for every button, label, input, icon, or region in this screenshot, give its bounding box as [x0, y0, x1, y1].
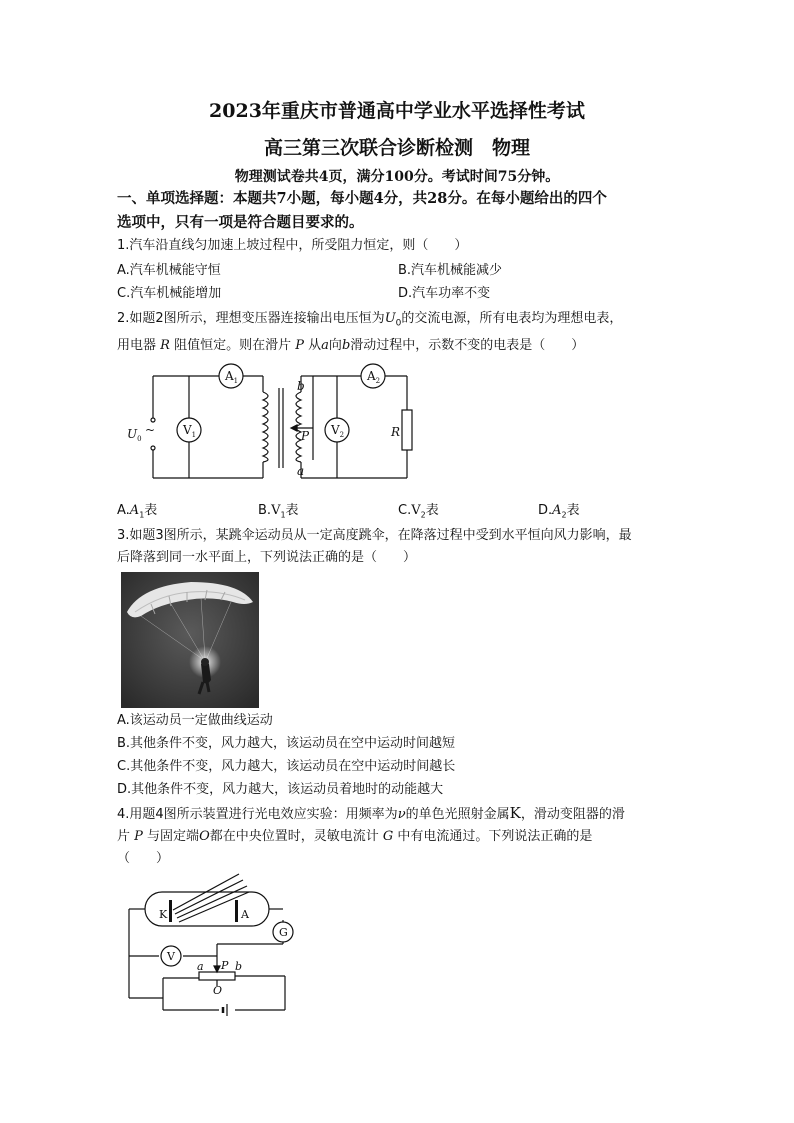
q4-fig-k-label: K: [159, 908, 168, 921]
q4-fig-a-label: A: [241, 908, 249, 921]
q1-option-c: C.汽车机械能增加: [117, 286, 222, 301]
q1-option-b: B.汽车机械能减少: [398, 263, 503, 278]
q2-transformer-circuit: [115, 360, 435, 490]
section-heading-line2: 选项中，只有一项是符合题目要求的。: [117, 214, 364, 231]
q4-cathode-k: [169, 900, 172, 922]
q4-fig-a-end-label: a: [197, 960, 204, 973]
q2-fig-a1-label: $A_1$: [225, 369, 239, 385]
q2-fig-v1-label: $V_1$: [183, 423, 197, 439]
q2-option-c: $C.V_2$表: [398, 503, 439, 520]
q2-fig-b-label: b: [297, 379, 305, 393]
q3-stem-line2: 后降落到同一水平面上，下列说法正确的是（ ）: [117, 550, 417, 565]
q4-fig-o-label: O: [213, 984, 223, 997]
exam-title-line2: 高三第三次联合诊断检测 物理: [263, 137, 530, 159]
q4-stem-line3: （ ）: [117, 851, 170, 866]
q4-photoelectric-circuit: [125, 870, 305, 1030]
exam-subtitle: 物理测试卷共4页，满分100分。考试时间75分钟。: [234, 169, 560, 185]
q4-anode-a: [235, 900, 238, 922]
q4-fig-g-label: G: [279, 926, 288, 939]
section-heading-line1: 一、单项选择题：本题共7小题，每小题4分，共28分。在每小题给出的四个: [117, 190, 607, 207]
q2-fig-ac-symbol: ~: [145, 423, 156, 437]
q4-fig-v-label: V: [167, 950, 175, 963]
q2-stem-line2: 用电器 R 阻值恒定。则在滑片 P 从a向b滑动过程中，示数不变的电表是（ ）: [117, 338, 585, 353]
q1-option-d: D.汽车功率不变: [398, 286, 491, 301]
q2-stem-line1: 2.如题2图所示，理想变压器连接输出电压恒为$U_0$的交流电源，所有电表均为理想电表，: [117, 311, 623, 329]
q4-fig-p-label: P: [221, 959, 229, 972]
q1-option-a: A.汽车机械能守恒: [117, 263, 221, 278]
q4-stem-line2: 片 P 与固定端O都在中央位置时，灵敏电流计 G 中有电流通过。下列说法正确的是: [117, 829, 593, 844]
q3-option-c: C.其他条件不变，风力越大，该运动员在空中运动时间越长: [117, 759, 456, 774]
q3-option-a: A.该运动员一定做曲线运动: [117, 713, 273, 728]
q1-stem: 1.汽车沿直线匀加速上坡过程中，所受阻力恒定，则（ ）: [117, 238, 468, 253]
q2-fig-v2-label: $V_2$: [331, 423, 345, 439]
q2-fig-u0-label: $U_0$: [127, 427, 142, 443]
q4-stem-line1: 4.用题4图所示装置进行光电效应实验：用频率为ν的单色光照射金属K，滑动变阻器的滑: [117, 804, 625, 822]
q2-option-d: $D.A_2$表: [538, 503, 580, 520]
q3-option-d: D.其他条件不变，风力越大，该运动员着地时的动能越大: [117, 782, 444, 797]
q3-stem-line1: 3.如题3图所示，某跳伞运动员从一定高度跳伞，在降落过程中受到水平恒向风力影响，最: [117, 528, 632, 543]
q3-option-b: B.其他条件不变，风力越大，该运动员在空中运动时间越短: [117, 736, 456, 751]
q2-fig-a-label: a: [297, 464, 305, 478]
q4-fig-b-end-label: b: [235, 960, 243, 973]
q2-fig-p-label: P: [301, 429, 310, 443]
exam-title-line1: 2023年重庆市普通高中学业水平选择性考试: [209, 100, 585, 122]
q2-fig-r-label: R: [391, 425, 401, 439]
q2-fig-a2-label: $A_2$: [367, 369, 381, 385]
q2-option-b: $B.V_1$表: [258, 503, 299, 520]
parachutist-photo: [121, 572, 259, 708]
q2-option-a: $A.A_1$表: [117, 503, 158, 520]
